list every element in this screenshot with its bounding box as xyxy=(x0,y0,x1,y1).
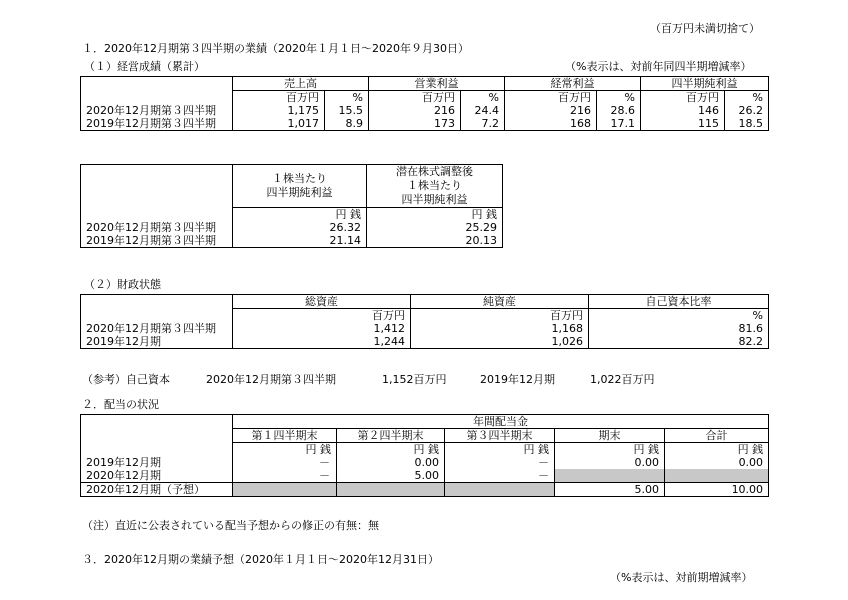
col-header-q2-end: 第２四半期末 xyxy=(337,429,445,443)
table-cell: 28.6 xyxy=(597,104,641,117)
diluted-eps-header-line3: 四半期純利益 xyxy=(401,193,468,206)
table-cell: 1,244 xyxy=(233,335,411,349)
section1-title: １．2020年12月期第３四半期の業績（2020年１月１日～2020年９月30日） xyxy=(82,42,469,55)
financial-position-heading: （２）財政状態 xyxy=(84,278,161,291)
table-cell: 0.00 xyxy=(665,456,769,469)
col-header-q1-end: 第１四半期末 xyxy=(233,429,337,443)
row-label-empty xyxy=(81,91,233,105)
section3-title: ３．2020年12月期の業績予想（2020年１月１日～2020年12月31日） xyxy=(82,553,439,566)
row-label-empty xyxy=(81,309,233,323)
table-cell: － xyxy=(445,469,555,483)
table-cell: 21.14 xyxy=(233,234,367,248)
unit-cell xyxy=(665,443,769,457)
operating-results-heading: （１）経営成績（累計） xyxy=(84,60,205,73)
table-cell: 173 xyxy=(369,117,461,131)
table-cell: 1,026 xyxy=(411,335,589,349)
col-header-equity-ratio: 自己資本比率 xyxy=(589,295,769,309)
col-header-eps xyxy=(233,165,367,208)
table-cell: 0.00 xyxy=(555,456,665,469)
table-cell-shaded xyxy=(445,483,555,497)
table-cell-shaded xyxy=(665,469,769,483)
table-cell: 25.29 xyxy=(367,221,503,234)
col-header-operating-profit: 営業利益 xyxy=(369,77,505,91)
unit-sen: 銭 xyxy=(648,442,659,456)
corner-cell xyxy=(81,295,233,309)
corner-cell xyxy=(81,415,233,429)
table-cell: 115 xyxy=(641,117,725,131)
reference-period1: 2020年12月期第３四半期 xyxy=(206,373,336,386)
unit-cell xyxy=(233,443,337,457)
row-label: 2020年12月期第３四半期 xyxy=(81,104,233,117)
row-label: 2019年12月期第３四半期 xyxy=(81,117,233,131)
row-label: 2020年12月期第３四半期 xyxy=(81,322,233,335)
dividends-table xyxy=(80,414,769,497)
row-label: 2019年12月期 xyxy=(81,335,233,349)
table-cell: 10.00 xyxy=(665,483,769,497)
unit-cell: 百万円 xyxy=(411,309,589,323)
unit-sen: 銭 xyxy=(428,442,439,456)
table-cell-shaded xyxy=(337,483,445,497)
table-cell: － xyxy=(233,469,337,483)
rounding-note: （百万円未満切捨て） xyxy=(650,22,760,35)
operating-results-note: （%表示は、対前年同四半期増減率） xyxy=(565,60,752,73)
col-header-year-end: 期末 xyxy=(555,429,665,443)
table-cell-shaded xyxy=(233,483,337,497)
col-header-diluted-eps xyxy=(367,165,503,208)
unit-yen: 円 xyxy=(633,442,645,456)
unit-yen: 円 xyxy=(737,442,749,456)
row-label: 2019年12月期第３四半期 xyxy=(81,234,233,248)
eps-table xyxy=(80,164,503,248)
unit-cell: % xyxy=(461,91,505,105)
unit-cell xyxy=(233,208,367,222)
col-header-total: 合計 xyxy=(665,429,769,443)
reference-value2: 1,022百万円 xyxy=(590,373,655,386)
table-cell: － xyxy=(445,456,555,469)
financial-position-table xyxy=(80,294,769,349)
col-header-ordinary-profit: 経常利益 xyxy=(505,77,641,91)
table-cell: 1,168 xyxy=(411,322,589,335)
table-cell: 7.2 xyxy=(461,117,505,131)
row-label: 2020年12月期第３四半期 xyxy=(81,221,233,234)
unit-sen: 銭 xyxy=(350,207,361,221)
table-cell: － xyxy=(233,456,337,469)
row-label-empty xyxy=(81,208,233,222)
table-cell: 81.6 xyxy=(589,322,769,335)
unit-cell: 百万円 xyxy=(505,91,597,105)
forecast-note: （%表示は、対前期増減率） xyxy=(610,571,753,584)
table-cell: 17.1 xyxy=(597,117,641,131)
row-label: 2020年12月期（予想） xyxy=(81,483,233,497)
unit-cell: 百万円 xyxy=(369,91,461,105)
table-cell: 24.4 xyxy=(461,104,505,117)
diluted-eps-header-line2: １株当たり xyxy=(407,179,462,192)
col-header-q3-end: 第３四半期末 xyxy=(445,429,555,443)
reference-value1: 1,152百万円 xyxy=(382,373,447,386)
unit-cell xyxy=(555,443,665,457)
unit-cell: 百万円 xyxy=(233,309,411,323)
unit-cell: % xyxy=(589,309,769,323)
unit-cell xyxy=(337,443,445,457)
table-cell: 15.5 xyxy=(325,104,369,117)
table-cell: 0.00 xyxy=(337,456,445,469)
col-header-net-assets: 純資産 xyxy=(411,295,589,309)
unit-cell: 百万円 xyxy=(233,91,325,105)
eps-header-line2: 四半期純利益 xyxy=(266,186,333,199)
table-cell: 20.13 xyxy=(367,234,503,248)
reference-period2: 2019年12月期 xyxy=(480,373,555,386)
table-cell-shaded xyxy=(555,469,665,483)
col-header-total-assets: 総資産 xyxy=(233,295,411,309)
unit-sen: 銭 xyxy=(320,442,331,456)
eps-header-line1: １株当たり xyxy=(272,172,327,185)
unit-cell xyxy=(445,443,555,457)
unit-cell xyxy=(367,208,503,222)
annual-dividend-header: 年間配当金 xyxy=(233,415,769,429)
unit-yen: 円 xyxy=(523,442,535,456)
table-cell: 26.32 xyxy=(233,221,367,234)
col-header-net-income: 四半期純利益 xyxy=(641,77,769,91)
col-header-sales: 売上高 xyxy=(233,77,369,91)
unit-yen: 円 xyxy=(413,442,425,456)
unit-cell: % xyxy=(597,91,641,105)
unit-sen: 銭 xyxy=(486,207,497,221)
section2-title: ２．配当の状況 xyxy=(82,398,159,411)
table-cell: 1,017 xyxy=(233,117,325,131)
operating-results-table xyxy=(80,76,769,131)
row-label-empty xyxy=(81,429,233,443)
corner-cell xyxy=(81,77,233,91)
unit-yen: 円 xyxy=(305,442,317,456)
table-cell: 5.00 xyxy=(337,469,445,483)
row-label: 2019年12月期 xyxy=(81,456,233,469)
unit-sen: 銭 xyxy=(538,442,549,456)
diluted-eps-header-line1: 潜在株式調整後 xyxy=(396,165,473,178)
unit-cell: % xyxy=(725,91,769,105)
table-cell: 8.9 xyxy=(325,117,369,131)
table-cell: 82.2 xyxy=(589,335,769,349)
unit-yen: 円 xyxy=(471,207,483,221)
reference-label: （参考）自己資本 xyxy=(82,373,170,386)
table-cell: 1,175 xyxy=(233,104,325,117)
table-cell: 1,412 xyxy=(233,322,411,335)
corner-cell xyxy=(81,165,233,208)
table-cell: 5.00 xyxy=(555,483,665,497)
table-cell: 168 xyxy=(505,117,597,131)
table-cell: 216 xyxy=(505,104,597,117)
row-label: 2020年12月期 xyxy=(81,469,233,483)
unit-cell: 百万円 xyxy=(641,91,725,105)
dividend-revision-note: （注）直近に公表されている配当予想からの修正の有無：無 xyxy=(82,519,379,532)
unit-cell: % xyxy=(325,91,369,105)
table-cell: 146 xyxy=(641,104,725,117)
unit-yen: 円 xyxy=(335,207,347,221)
table-cell: 18.5 xyxy=(725,117,769,131)
table-cell: 216 xyxy=(369,104,461,117)
row-label-empty xyxy=(81,443,233,457)
unit-sen: 銭 xyxy=(752,442,764,456)
table-cell: 26.2 xyxy=(725,104,769,117)
